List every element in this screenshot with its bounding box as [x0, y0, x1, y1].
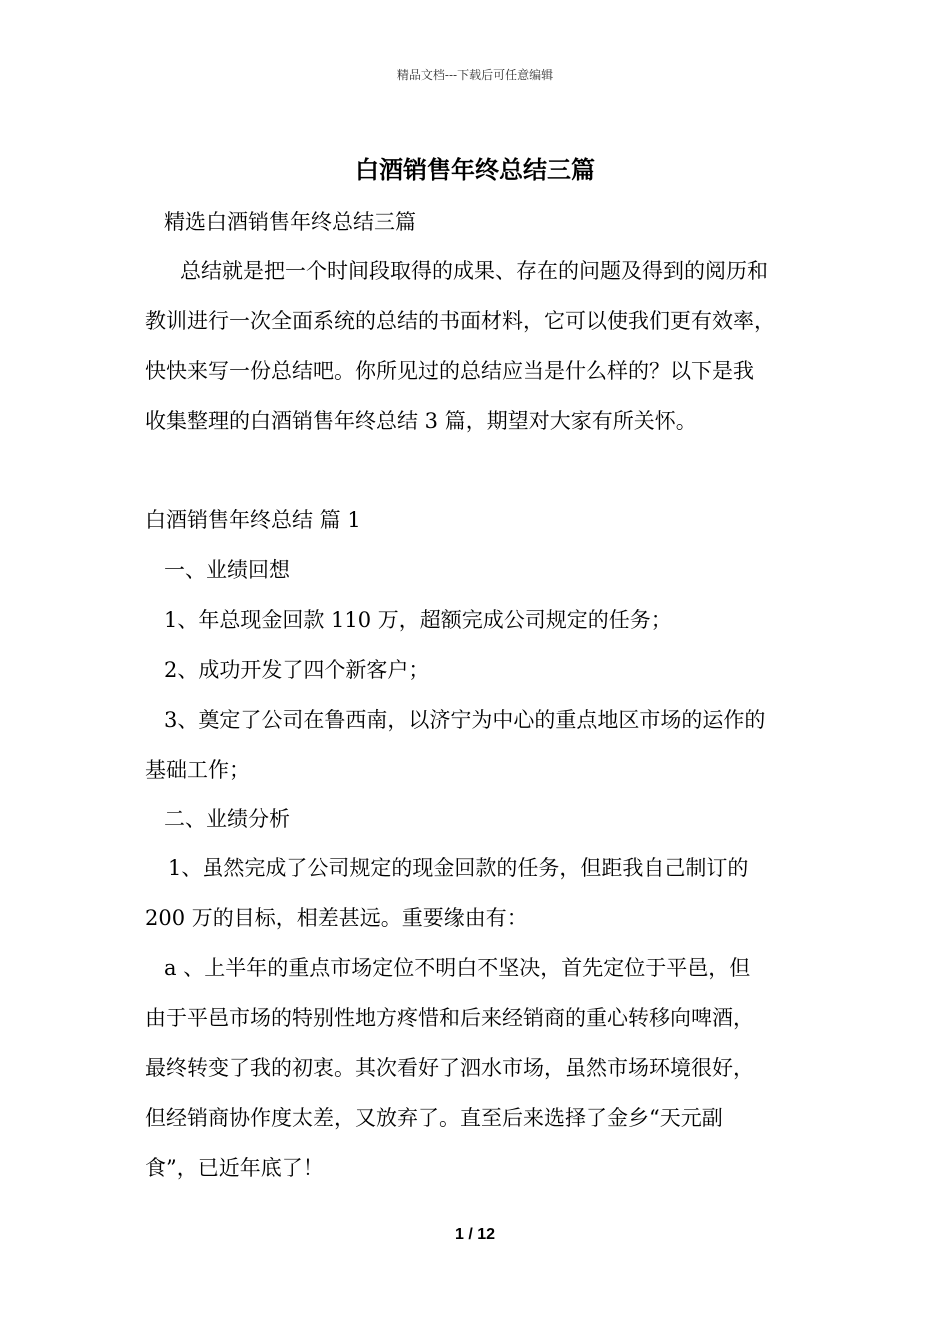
part2-line: 食”，已近年底了！ [145, 1156, 324, 1180]
header-note: 精品文档---下载后可任意编辑 [396, 68, 554, 82]
part1-item: 1、年总现金回款 110 万，超额完成公司规定的任务； [164, 608, 672, 632]
page-number: 1 / 12 [454, 1226, 496, 1243]
part2-heading: 二、业绩分析 [164, 807, 290, 831]
part2-line: a 、上半年的重点市场定位不明白不坚决，首先定位于平邑，但 [164, 956, 751, 980]
intro-line: 总结就是把一个时间段取得的成果、存在的问题及得到的阅历和 [180, 259, 768, 283]
part1-item: 基础工作； [145, 758, 250, 782]
intro-line: 教训进行一次全面系统的总结的书面材料，它可以使我们更有效率， [145, 309, 775, 333]
section-heading: 白酒销售年终总结 篇 1 [145, 508, 361, 532]
part2-line: 200 万的目标，相差甚远。重要缘由有： [145, 906, 528, 930]
subtitle: 精选白酒销售年终总结三篇 [164, 210, 416, 234]
part2-line: 1、虽然完成了公司规定的现金回款的任务，但距我自己制订的 [168, 856, 749, 880]
part1-item: 2、成功开发了四个新客户； [164, 658, 430, 682]
part2-line: 最终转变了我的初衷。其次看好了泗水市场，虽然市场环境很好， [145, 1056, 754, 1080]
part1-item: 3、奠定了公司在鲁西南，以济宁为中心的重点地区市场的运作的 [164, 708, 766, 732]
part1-heading: 一、业绩回想 [164, 558, 290, 582]
intro-line: 快快来写一份总结吧。你所见过的总结应当是什么样的？以下是我 [145, 359, 754, 383]
document-title: 白酒销售年终总结三篇 [355, 155, 595, 184]
part2-line: 但经销商协作度太差，又放弃了。直至后来选择了金乡“天元副 [145, 1106, 723, 1130]
intro-line: 收集整理的白酒销售年终总结 3 篇，期望对大家有所关怀。 [145, 409, 697, 433]
part2-line: 由于平邑市场的特别性地方疼惜和后来经销商的重心转移向啤酒， [145, 1006, 754, 1030]
